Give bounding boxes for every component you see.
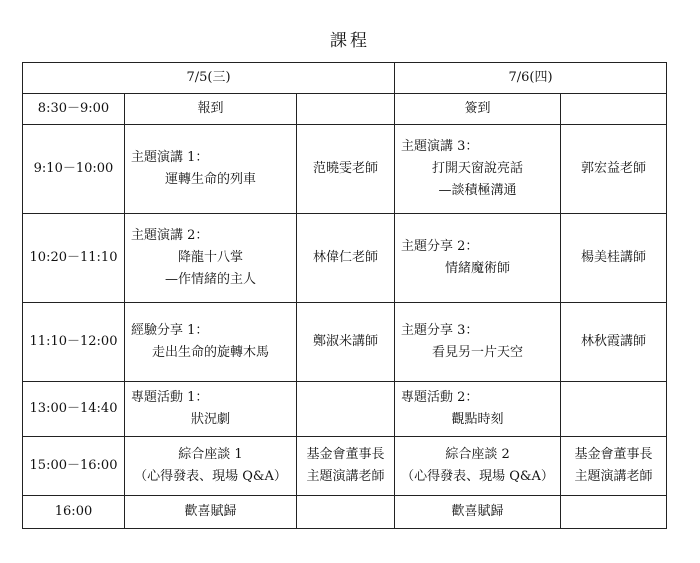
session-label: 主題演講 2： xyxy=(131,228,209,243)
speaker-cell xyxy=(561,382,667,437)
session-cell xyxy=(395,214,561,303)
speaker-cell: 郭宏益老師 xyxy=(561,125,667,214)
speaker-cell xyxy=(297,382,395,437)
session-label: 經驗分享 1： xyxy=(131,323,209,338)
session-label: 專題活動 1： xyxy=(131,390,209,405)
table-row xyxy=(23,94,667,125)
session-cell xyxy=(125,437,297,496)
session-cell xyxy=(395,437,561,496)
table-row xyxy=(23,382,667,437)
session-line: 看見另一片天空 xyxy=(432,345,524,360)
session-label: 主題分享 2： xyxy=(401,239,479,254)
table-row xyxy=(23,303,667,382)
schedule-table xyxy=(22,62,667,529)
session-cell xyxy=(395,382,561,437)
session-label: 主題演講 3： xyxy=(401,139,479,154)
speaker-line: 主題演講老師 xyxy=(306,469,385,484)
session-cell xyxy=(125,382,297,437)
session-line: —談積極溝通 xyxy=(438,183,517,198)
session-cell xyxy=(395,303,561,382)
day-header: 7/5(三) xyxy=(23,63,395,94)
session-line: 情緒魔術師 xyxy=(445,261,511,276)
session-line: 降龍十八掌 xyxy=(177,250,243,265)
session-line: 綜合座談 1 xyxy=(178,447,243,462)
session-label: 主題演講 1： xyxy=(131,150,209,165)
table-row xyxy=(23,125,667,214)
header-row xyxy=(23,63,667,94)
table-row xyxy=(23,437,667,496)
speaker-cell xyxy=(297,437,395,496)
session-cell xyxy=(125,303,297,382)
day-header: 7/6(四) xyxy=(395,63,667,94)
session-line: 打開天窗說亮話 xyxy=(432,161,524,176)
session-cell xyxy=(125,496,297,529)
time-cell: 10:20－11:10 xyxy=(23,214,125,303)
session-label: 主題分享 3： xyxy=(401,323,479,338)
session-label: 專題活動 2： xyxy=(401,390,479,405)
page-title: 課程 xyxy=(330,31,370,51)
session-cell xyxy=(125,94,297,125)
session-cell xyxy=(395,496,561,529)
speaker-cell: 范曉雯老師 xyxy=(297,125,395,214)
time-cell: 11:10－12:00 xyxy=(23,303,125,382)
session-line: 狀況劇 xyxy=(190,412,230,427)
speaker-cell xyxy=(297,94,395,125)
session-cell xyxy=(395,125,561,214)
session-line: （心得發表、現場 Q&A） xyxy=(401,469,554,484)
session-line: 綜合座談 2 xyxy=(445,447,510,462)
speaker-cell: 林偉仁老師 xyxy=(297,214,395,303)
session-line: 歡喜賦歸 xyxy=(451,504,504,519)
speaker-line: 基金會董事長 xyxy=(306,447,385,462)
speaker-cell: 鄭淑米講師 xyxy=(297,303,395,382)
session-cell xyxy=(395,94,561,125)
speaker-cell xyxy=(561,94,667,125)
session-line: 簽到 xyxy=(464,101,491,116)
speaker-line: 主題演講老師 xyxy=(574,469,653,484)
time-cell: 16:00 xyxy=(23,496,125,529)
session-line: 報到 xyxy=(197,101,224,116)
speaker-cell xyxy=(561,496,667,529)
speaker-cell: 楊美桂講師 xyxy=(561,214,667,303)
time-cell: 8:30－9:00 xyxy=(23,94,125,125)
speaker-cell: 林秋霞講師 xyxy=(561,303,667,382)
session-cell xyxy=(125,214,297,303)
speaker-line: 基金會董事長 xyxy=(574,447,653,462)
speaker-cell xyxy=(297,496,395,529)
table-row xyxy=(23,214,667,303)
speaker-cell xyxy=(561,437,667,496)
session-line: 運轉生命的列車 xyxy=(164,172,256,187)
session-line: —作情緒的主人 xyxy=(164,272,256,287)
time-cell: 13:00－14:40 xyxy=(23,382,125,437)
session-line: 歡喜賦歸 xyxy=(184,504,237,519)
session-line: 走出生命的旋轉木馬 xyxy=(151,345,269,360)
time-cell: 15:00－16:00 xyxy=(23,437,125,496)
session-line: 觀點時刻 xyxy=(451,412,504,427)
table-row xyxy=(23,496,667,529)
time-cell: 9:10－10:00 xyxy=(23,125,125,214)
session-line: （心得發表、現場 Q&A） xyxy=(134,469,287,484)
session-cell xyxy=(125,125,297,214)
